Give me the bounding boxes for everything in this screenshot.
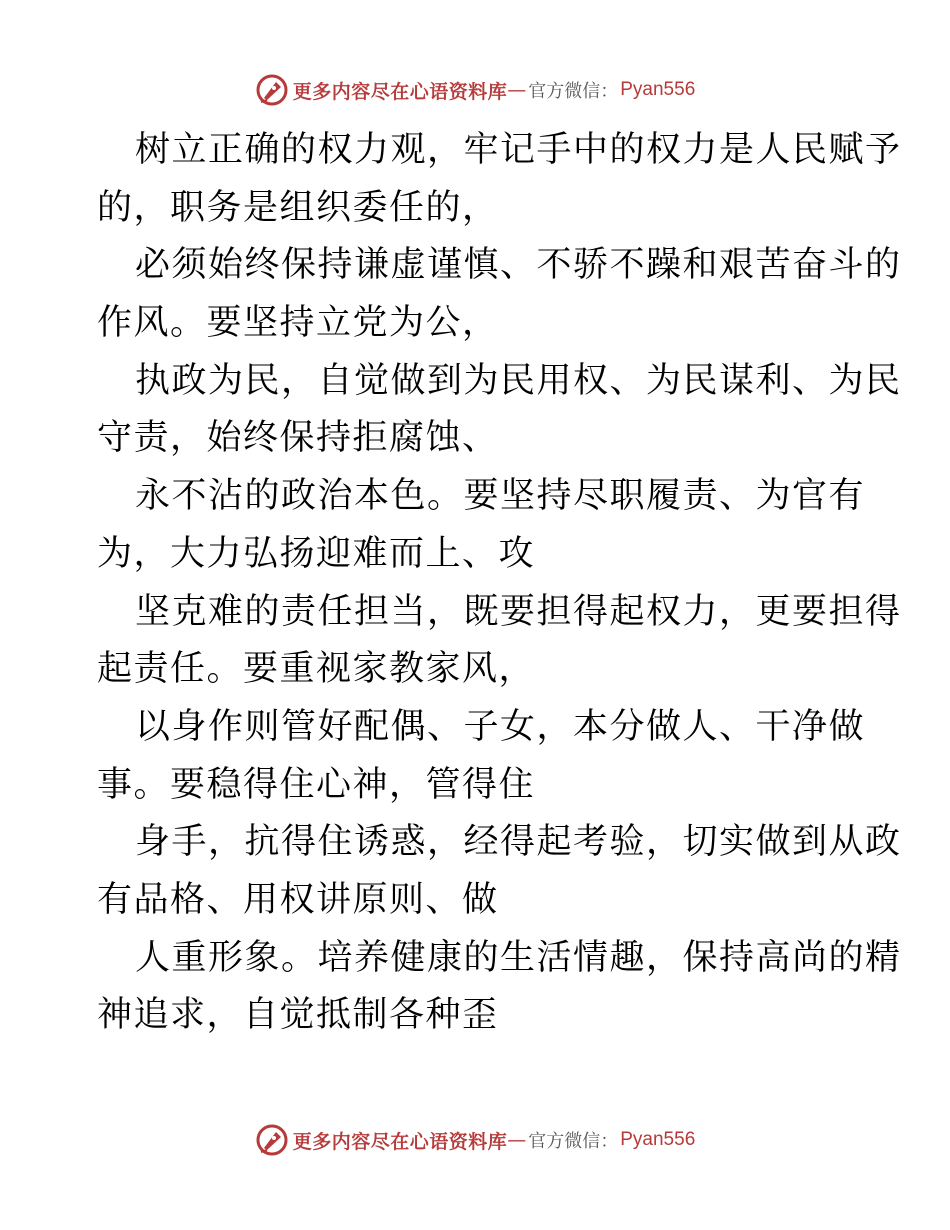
watermark-wechat-id: Pyan556 [620,1129,696,1150]
watermark-dash: — [507,79,527,101]
watermark-dash: — [507,1129,527,1151]
paragraph-line: 树立正确的权力观，牢记手中的权力是人民赋予 [135,130,902,170]
paragraph-line: 作风。要坚持立党为公， [97,303,499,344]
paragraph-line: 守责，始终保持拒腐蚀、 [97,418,499,459]
paragraph-line: 人重形象。培养健康的生活情趣，保持高尚的精 [135,937,902,978]
paragraph-line: 坚克难的责任担当，既要担得起权力，更要担得 [135,591,902,632]
watermark-site-text: 更多内容尽在心语资料库 [292,80,508,103]
document-body [97,122,902,1045]
paragraph-line: 神追求，自觉抵制各种歪 [97,995,499,1036]
watermark-label: 官方微信： [528,1131,619,1152]
paragraph-line: 必须始终保持谦虚谨慎、不骄不躁和艰苦奋斗的 [135,245,902,286]
footer-watermark [0,1120,950,1160]
paragraph-line: 永不沾的政治本色。要坚持尽职履责、为官有 [135,476,866,517]
paragraph-line: 的，职务是组织委任的， [97,187,499,228]
pen-nib-logo-icon [255,1123,289,1157]
paragraph-line: 为，大力弘扬迎难而上、攻 [97,533,536,574]
watermark-label: 官方微信： [528,81,619,102]
paragraph-line: 事。要稳得住心神，管得住 [97,764,536,805]
paragraph-line: 执政为民，自觉做到为民用权、为民谋利、为民 [135,360,902,401]
watermark-wechat-id: Pyan556 [620,79,696,100]
pen-nib-logo-icon [255,73,289,107]
paragraph-line: 有品格、用权讲原则、做 [97,879,499,920]
paragraph-line: 身手，抗得住诱惑，经得起考验，切实做到从政 [135,822,902,863]
paragraph-line: 起责任。要重视家教家风， [97,649,536,690]
paragraph-line: 以身作则管好配偶、子女，本分做人、干净做 [135,706,866,747]
header-watermark [0,70,950,110]
watermark-site-text: 更多内容尽在心语资料库 [292,1130,508,1153]
